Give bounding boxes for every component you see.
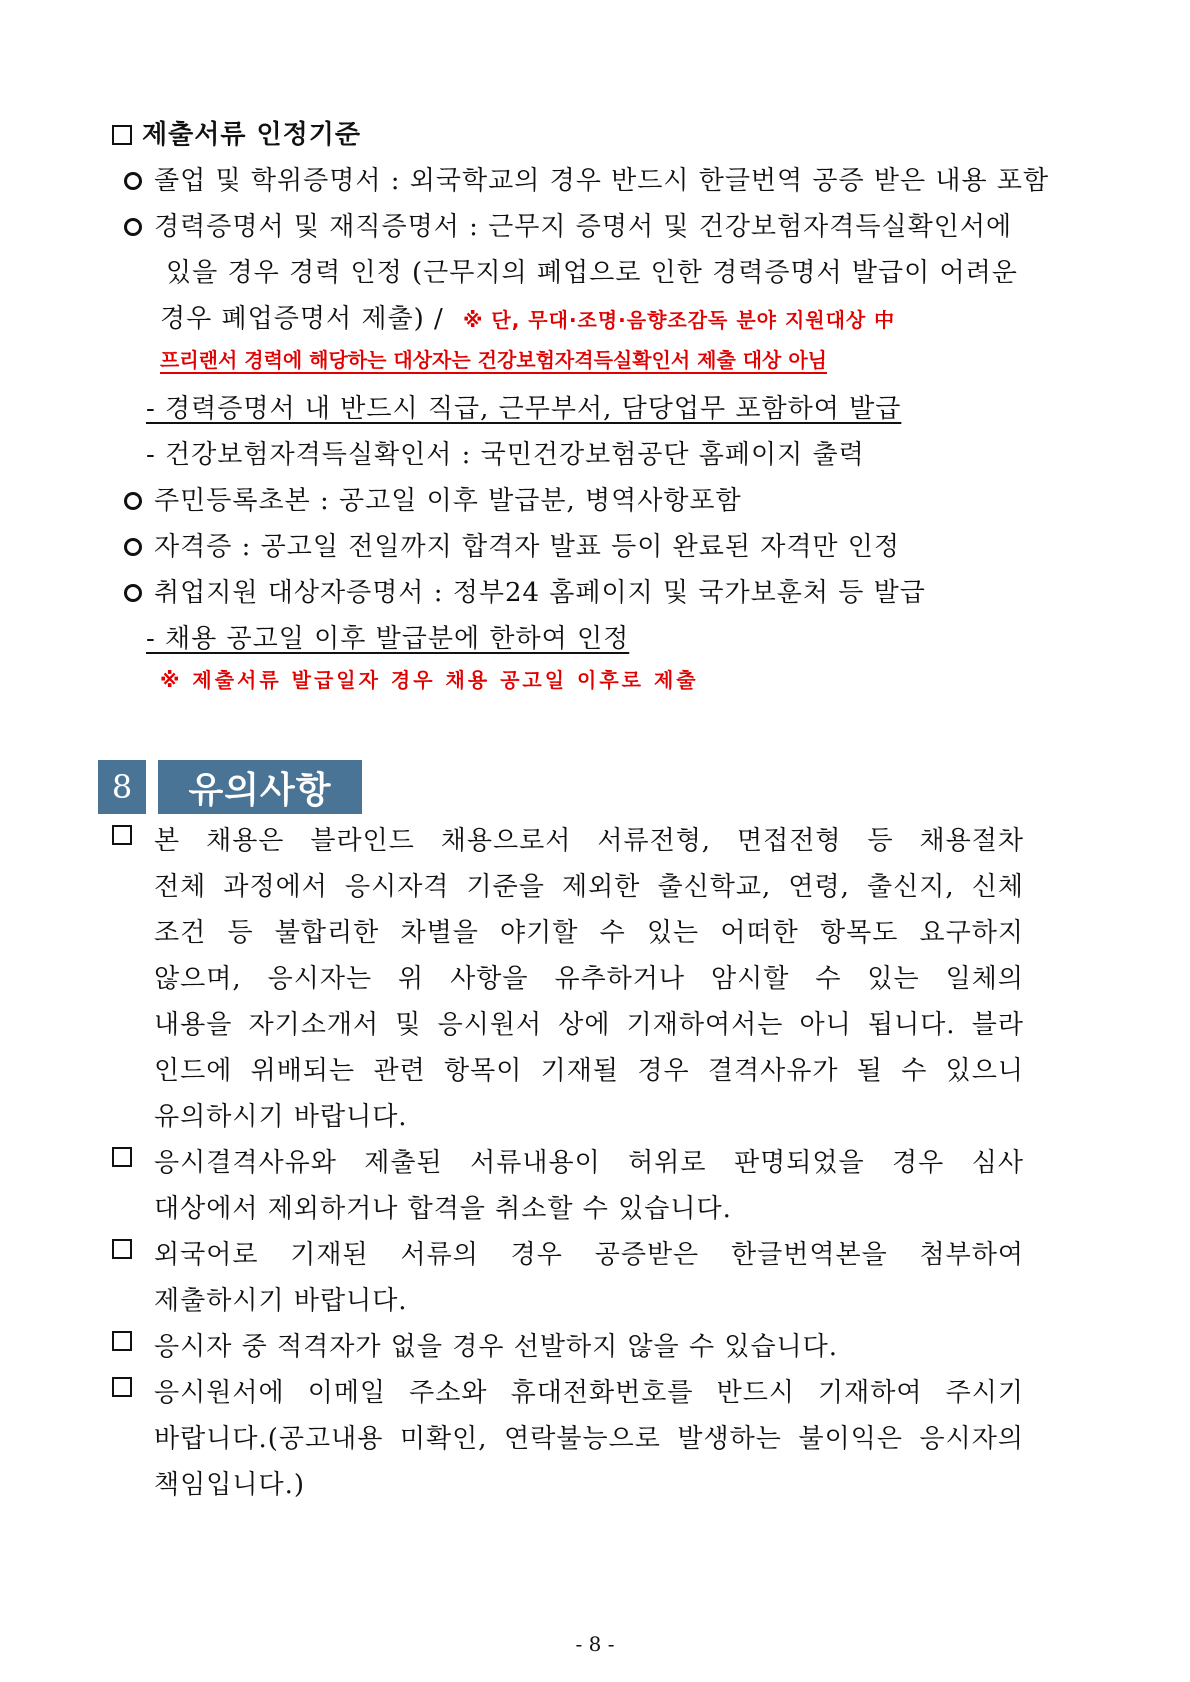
item-text: 졸업 및 학위증명서 : 외국학교의 경우 반드시 한글번역 공증 받은 내용 포함 <box>154 166 1050 196</box>
career-line-3-text: 경우 폐업증명서 제출) / <box>160 304 444 334</box>
list-item-license <box>124 526 900 563</box>
career-sub-1 <box>146 388 901 425</box>
notice-1-line-4: 않으며, 응시자는 위 사항을 유추하거나 암시할 수 있는 일체의 <box>154 964 1024 994</box>
list-item-resident <box>124 480 742 517</box>
circle-bullet-icon <box>124 218 142 236</box>
notice-4-line-1: 응시자 중 적격자가 없을 경우 선발하지 않을 수 있습니다. <box>154 1332 839 1362</box>
notice-2-line-2: 대상에서 제외하거나 합격을 취소할 수 있습니다. <box>154 1194 732 1224</box>
career-red-note: ※ 단, 무대·조명·음향조감독 분야 지원대상 中 <box>463 308 896 332</box>
list-item-employment <box>124 572 926 609</box>
submission-note: ※ 제출서류 발급일자 경우 채용 공고일 이후로 제출 <box>160 668 699 692</box>
employment-sub-text: - 채용 공고일 이후 발급분에 한하여 인정 <box>146 624 630 654</box>
notice-5-line-3: 책임입니다.) <box>154 1470 305 1500</box>
section-title: 유의사항 <box>158 760 362 814</box>
career-red-note-2: 프리랜서 경력에 해당하는 대상자는 건강보험자격득실확인서 제출 대상 아님 <box>160 348 827 372</box>
career-line-3 <box>160 298 895 335</box>
checkbox-square-icon <box>112 825 132 845</box>
checkbox-square-icon <box>112 1239 132 1259</box>
notice-5-line-2: 바랍니다.(공고내용 미확인, 연락불능으로 발생하는 불이익은 응시자의 <box>154 1424 1024 1454</box>
employment-sub <box>146 618 629 655</box>
notice-1-line-5: 내용을 자기소개서 및 응시원서 상에 기재하여서는 아니 됩니다. 블라 <box>154 1010 1024 1040</box>
notice-1-line-3: 조건 등 불합리한 차별을 야기할 수 있는 어떠한 항목도 요구하지 <box>154 918 1024 948</box>
circle-bullet-icon <box>124 172 142 190</box>
notice-5-line-1: 응시원서에 이메일 주소와 휴대전화번호를 반드시 기재하여 주시기 <box>154 1378 1024 1408</box>
list-item-graduation <box>124 160 1050 197</box>
career-sub-1-text: - 경력증명서 내 반드시 직급, 근무부서, 담당업무 포함하여 발급 <box>146 394 902 424</box>
notice-2-line-1: 응시결격사유와 제출된 서류내용이 허위로 판명되었을 경우 심사 <box>154 1148 1024 1178</box>
notice-1-line-1: 본 채용은 블라인드 채용으로서 서류전형, 면접전형 등 채용절차 <box>154 826 1024 856</box>
notice-1-line-7: 유의하시기 바랍니다. <box>154 1102 408 1132</box>
notice-bullet-1 <box>112 820 142 850</box>
notice-3-line-2: 제출하시기 바랍니다. <box>154 1286 408 1316</box>
checkbox-square-icon <box>112 1147 132 1167</box>
section-heading <box>112 114 361 151</box>
notice-1-line-2: 전체 과정에서 응시자격 기준을 제외한 출신학교, 연령, 출신지, 신체 <box>154 872 1024 902</box>
notice-3-line-1: 외국어로 기재된 서류의 경우 공증받은 한글번역본을 첨부하여 <box>154 1240 1024 1270</box>
career-sub-2: - 건강보험자격득실확인서 : 국민건강보험공단 홈페이지 출력 <box>146 440 865 470</box>
checkbox-square-icon <box>112 125 132 145</box>
notice-1-line-6: 인드에 위배되는 관련 항목이 기재될 경우 결격사유가 될 수 있으니 <box>154 1056 1024 1086</box>
item-text: 자격증 : 공고일 전일까지 합격자 발표 등이 완료된 자격만 인정 <box>154 532 901 562</box>
notice-bullet-3 <box>112 1234 142 1264</box>
career-line-2: 있을 경우 경력 인정 (근무지의 폐업으로 인한 경력증명서 발급이 어려운 <box>166 258 1018 288</box>
notice-bullet-5 <box>112 1372 142 1402</box>
page-number: - 8 - <box>575 1632 615 1656</box>
section-heading-text: 제출서류 인정기준 <box>142 120 361 150</box>
item-text: 경력증명서 및 재직증명서 : 근무지 증명서 및 건강보험자격득실확인서에 <box>154 212 1013 242</box>
circle-bullet-icon <box>124 584 142 602</box>
item-text: 취업지원 대상자증명서 : 정부24 홈페이지 및 국가보훈처 등 발급 <box>154 578 926 608</box>
circle-bullet-icon <box>124 538 142 556</box>
section-number-badge: 8 <box>98 760 146 814</box>
item-text: 주민등록초본 : 공고일 이후 발급분, 병역사항포함 <box>154 486 742 516</box>
notice-bullet-2 <box>112 1142 142 1172</box>
checkbox-square-icon <box>112 1331 132 1351</box>
list-item-career <box>124 206 1012 243</box>
notice-bullet-4 <box>112 1326 142 1356</box>
checkbox-square-icon <box>112 1377 132 1397</box>
circle-bullet-icon <box>124 492 142 510</box>
